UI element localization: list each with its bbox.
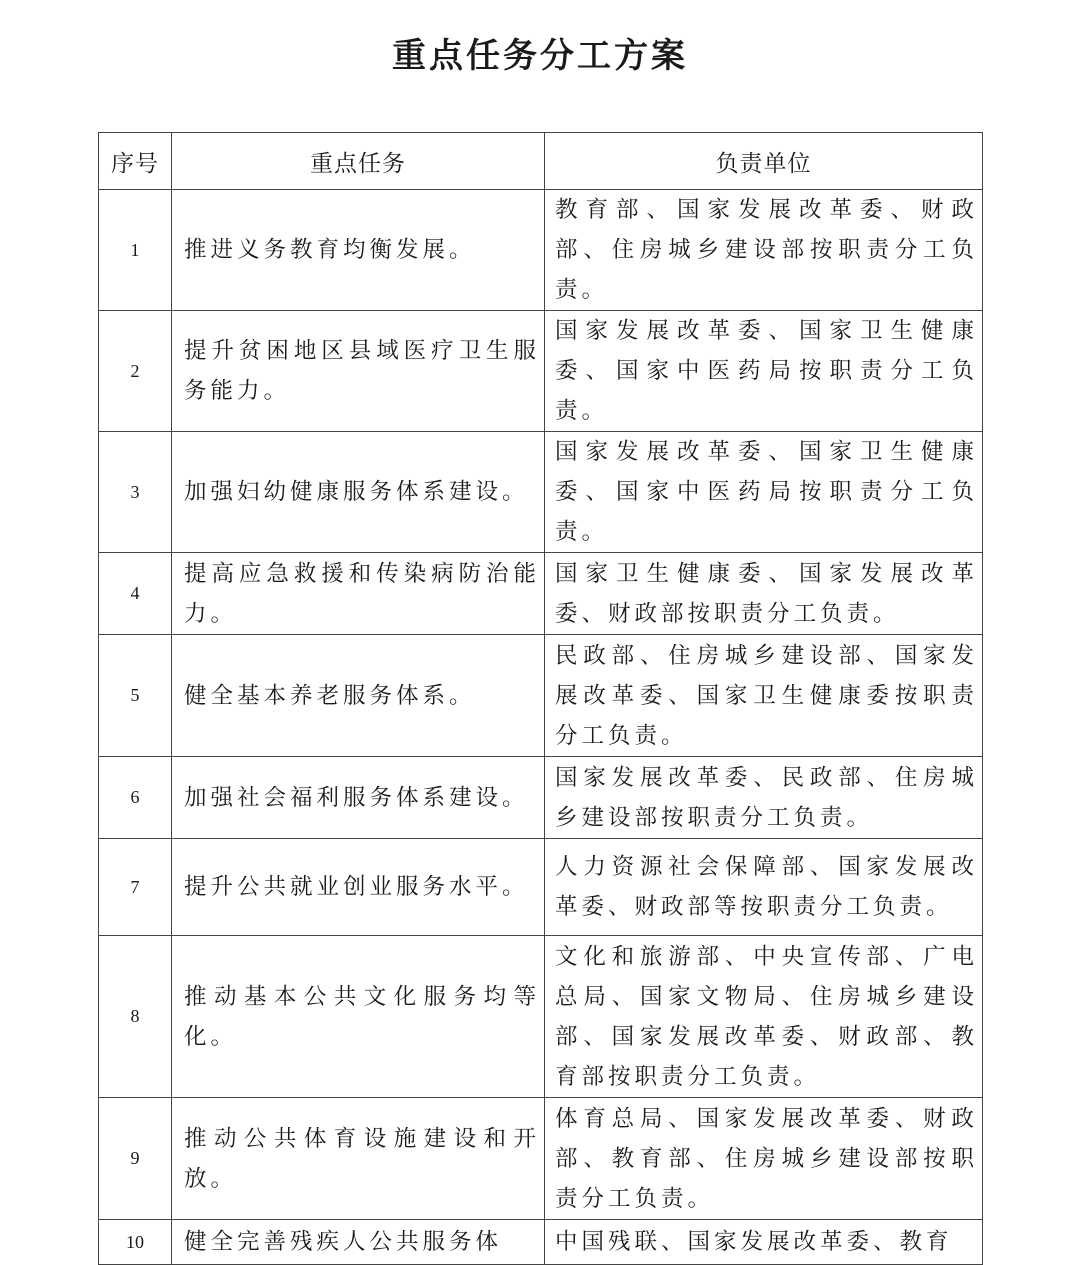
header-task: 重点任务 xyxy=(172,133,545,190)
row-task: 推动公共体育设施建设和开放。 xyxy=(172,1098,545,1220)
row-number: 6 xyxy=(99,757,172,839)
row-unit: 人力资源社会保障部、国家发展改革委、财政部等按职责分工负责。 xyxy=(545,839,983,936)
row-task: 推进义务教育均衡发展。 xyxy=(172,190,545,311)
row-unit: 民政部、住房城乡建设部、国家发展改革委、国家卫生健康委按职责分工负责。 xyxy=(545,635,983,757)
row-number: 4 xyxy=(99,553,172,635)
table-row xyxy=(99,1220,983,1265)
row-number: 1 xyxy=(99,190,172,311)
row-unit: 体育总局、国家发展改革委、财政部、教育部、住房城乡建设部按职责分工负责。 xyxy=(545,1098,983,1220)
row-task: 提升公共就业创业服务水平。 xyxy=(172,839,545,936)
row-task: 推动基本公共文化服务均等化。 xyxy=(172,936,545,1098)
table-row xyxy=(99,553,983,635)
table-row xyxy=(99,432,983,553)
row-number: 5 xyxy=(99,635,172,757)
row-number: 10 xyxy=(99,1220,172,1265)
row-unit: 国家发展改革委、国家卫生健康委、国家中医药局按职责分工负责。 xyxy=(545,311,983,432)
document-title: 重点任务分工方案 xyxy=(392,36,688,76)
table-row xyxy=(99,635,983,757)
row-unit: 文化和旅游部、中央宣传部、广电总局、国家文物局、住房城乡建设部、国家发展改革委、财政部、教育部按职责分工负责。 xyxy=(545,936,983,1098)
row-unit: 国家卫生健康委、国家发展改革委、财政部按职责分工负责。 xyxy=(545,553,983,635)
row-task: 加强妇幼健康服务体系建设。 xyxy=(172,432,545,553)
table-row xyxy=(99,190,983,311)
table-row xyxy=(99,311,983,432)
row-number: 9 xyxy=(99,1098,172,1220)
row-task: 加强社会福利服务体系建设。 xyxy=(172,757,545,839)
row-task: 提高应急救援和传染病防治能力。 xyxy=(172,553,545,635)
header-unit: 负责单位 xyxy=(545,133,983,190)
row-unit: 中国残联、国家发展改革委、教育 xyxy=(555,1229,953,1255)
row-number: 2 xyxy=(99,311,172,432)
header-no: 序号 xyxy=(99,133,172,190)
table-row xyxy=(99,936,983,1098)
row-number: 7 xyxy=(99,839,172,936)
table-row xyxy=(99,839,983,936)
row-unit: 国家发展改革委、国家卫生健康委、国家中医药局按职责分工负责。 xyxy=(545,432,983,553)
task-assignment-table xyxy=(98,132,983,1265)
row-task: 健全基本养老服务体系。 xyxy=(172,635,545,757)
row-unit: 教育部、国家发展改革委、财政部、住房城乡建设部按职责分工负责。 xyxy=(545,190,983,311)
row-task: 健全完善残疾人公共服务体 xyxy=(184,1229,503,1255)
table-header-row xyxy=(99,133,983,190)
table-row xyxy=(99,757,983,839)
row-number: 8 xyxy=(99,936,172,1098)
row-number: 3 xyxy=(99,432,172,553)
table-row xyxy=(99,1098,983,1220)
row-task: 提升贫困地区县域医疗卫生服务能力。 xyxy=(172,311,545,432)
row-unit: 国家发展改革委、民政部、住房城乡建设部按职责分工负责。 xyxy=(545,757,983,839)
